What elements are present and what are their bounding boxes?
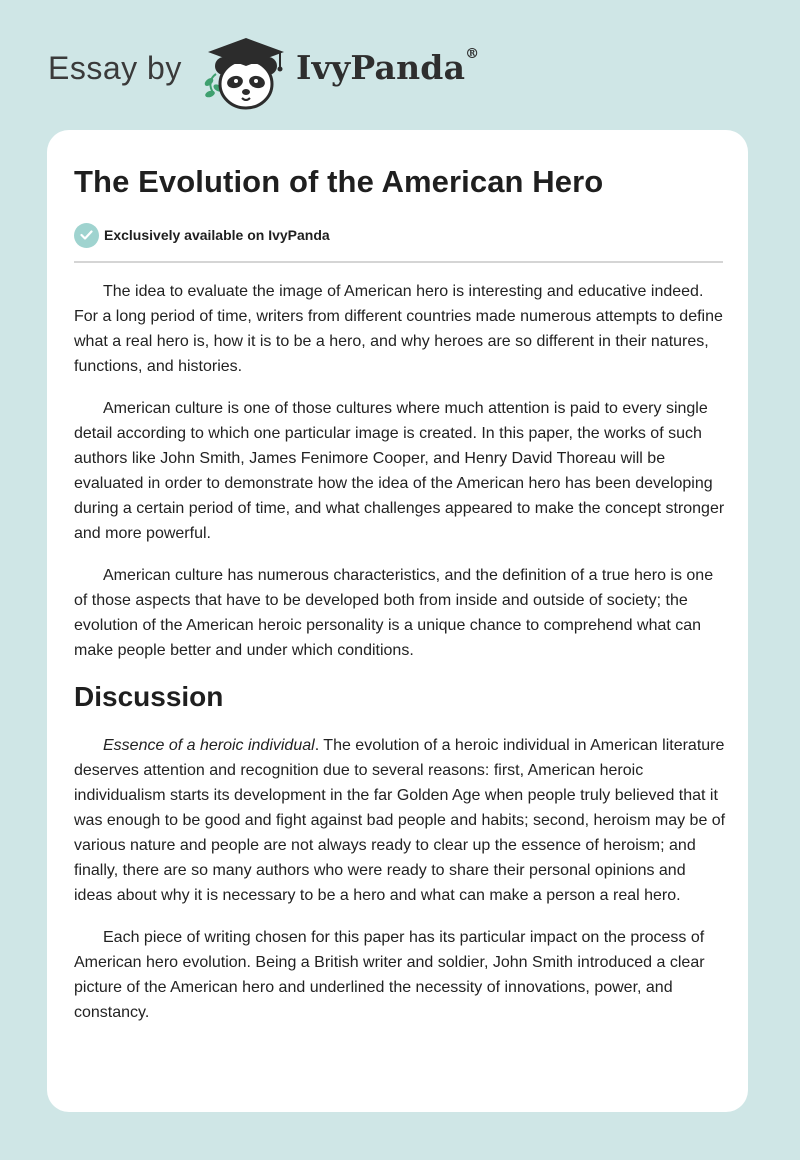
divider (74, 261, 723, 263)
brand-name-text: IvyPanda (296, 48, 466, 87)
discussion-paragraph-1-body: . The evolution of a heroic individual in American literature deserves attention and recognition due to several reasons: first, American heroic individualism starts its development in the far Golden Age when people truly believed that it was enough to be good and fight against bad people and habits; second, heroism may be of various nature and people are not always ready to clear up the essence of heroism; and finally, there are so many authors who were ready to share their personal opinions and ideas about why it is necessary to be a hero and what can make a person a real hero. (74, 737, 726, 904)
exclusive-label: Exclusively available on IvyPanda (104, 227, 330, 243)
panda-graduate-icon[interactable] (200, 34, 290, 112)
discussion-paragraph-1 (74, 733, 728, 908)
brand-name[interactable] (296, 48, 479, 87)
site-header (48, 30, 488, 110)
essay-by-label: Essay by (48, 50, 182, 86)
intro-paragraph-3: American culture has numerous characteristics, and the definition of a true hero is one of those aspects that have to be developed both from inside and outside of society; the evolution of the American heroic personality is a unique chance to comprehend what can make people better and under which conditions. (74, 567, 714, 659)
essay-card (47, 130, 748, 1112)
discussion-paragraph-2: Each piece of writing chosen for this paper has its particular impact on the process of American hero evolution. Being a British writer and soldier, John Smith introduced a clear picture of the American hero and underlined the necessity of innovations, power, and constancy. (74, 929, 705, 1021)
intro-paragraph-1: The idea to evaluate the image of American hero is interesting and educative indeed. For a long period of time, writers from different countries made numerous attempts to define what a real hero is, how it is to be a hero, and why heroes are so different in their natures, functions, and histories. (74, 283, 723, 375)
intro-paragraph-2: American culture is one of those cultures where much attention is paid to every single detail according to which one particular image is created. In this paper, the works of such authors like John Smith, James Fenimore Cooper, and Henry David Thoreau will be evaluated in order to demonstrate how the idea of the American hero has been developing during a certain period of time, and what challenges appeared to make the concept stronger and more powerful. (74, 400, 725, 542)
check-circle-icon (74, 223, 99, 248)
page-title: The Evolution of the American Hero (74, 164, 604, 199)
discussion-paragraph-1-lead: Essence of a heroic individual (103, 737, 315, 754)
essay-body (74, 279, 728, 1042)
discussion-heading: Discussion (74, 681, 224, 712)
exclusive-badge (74, 222, 330, 248)
registered-mark: ® (465, 46, 480, 62)
